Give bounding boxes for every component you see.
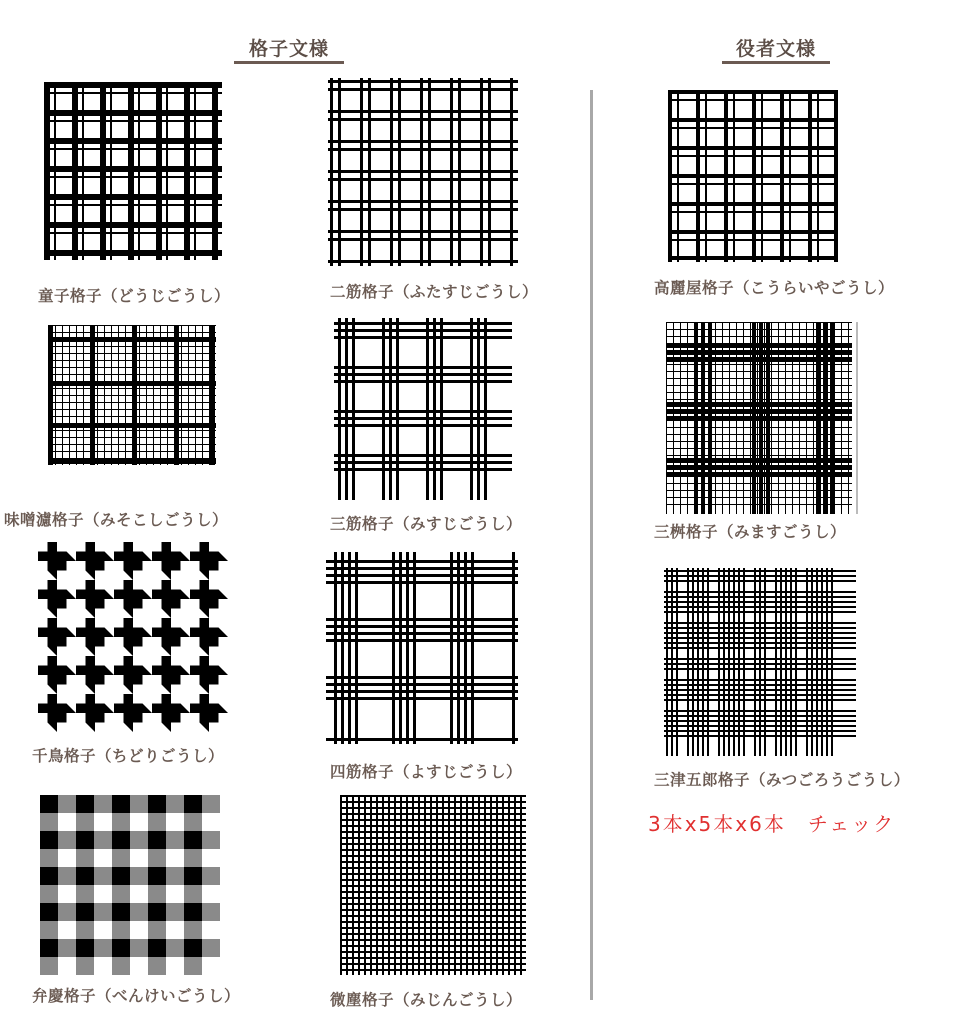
heading-yakusha-underline (722, 61, 830, 64)
caption-mijin-koshi: 微塵格子（みじんごうし） (330, 991, 523, 1009)
caption-mitsugoro-koshi: 三津五郎格子（みつごろうごうし） (654, 771, 910, 789)
swatch-misuji-koshi (334, 318, 512, 500)
swatch-benkei-koshi (40, 795, 220, 975)
mimasu-frame-edge (856, 322, 858, 514)
caption-futasuji-koshi: 二筋格子（ふたすじごうし） (330, 283, 539, 301)
heading-kosi-label: 格子文様 (248, 38, 329, 60)
swatch-yosuji-koshi (326, 552, 518, 744)
caption-misuji-koshi: 三筋格子（みすじごうし） (330, 515, 523, 533)
swatch-misokoshi-koshi (48, 325, 216, 465)
swatch-mimasu-koshi (666, 322, 852, 514)
swatch-mijin-koshi (340, 795, 526, 975)
swatch-chidori-koshi (38, 542, 228, 732)
swatch-doji-koshi (44, 82, 222, 260)
heading-yakusha-monyo (726, 34, 826, 60)
heading-kosi-underline (234, 61, 344, 64)
caption-yosuji-koshi: 四筋格子（よすじごうし） (330, 763, 523, 781)
caption-doji-koshi: 童子格子（どうじごうし） (38, 287, 231, 305)
caption-chidori-koshi: 千鳥格子（ちどりごうし） (32, 747, 225, 765)
caption-benkei-koshi: 弁慶格子（べんけいごうし） (32, 987, 241, 1005)
check-note: 3本x5本x6本 チェック (648, 812, 896, 836)
heading-kosi-monyo (238, 34, 340, 60)
swatch-mitsugoro-koshi (664, 568, 856, 756)
caption-mimasu-koshi: 三桝格子（みますごうし） (654, 523, 847, 541)
caption-koraiya-koshi: 高麗屋格子（こうらいやごうし） (654, 279, 895, 297)
swatch-futasuji-koshi (328, 78, 518, 266)
caption-misokoshi-koshi: 味噌濾格子（みそこしごうし） (4, 511, 229, 529)
swatch-koraiya-koshi (668, 90, 838, 262)
heading-yakusha-label: 役者文様 (735, 38, 816, 60)
column-divider (590, 90, 593, 1000)
